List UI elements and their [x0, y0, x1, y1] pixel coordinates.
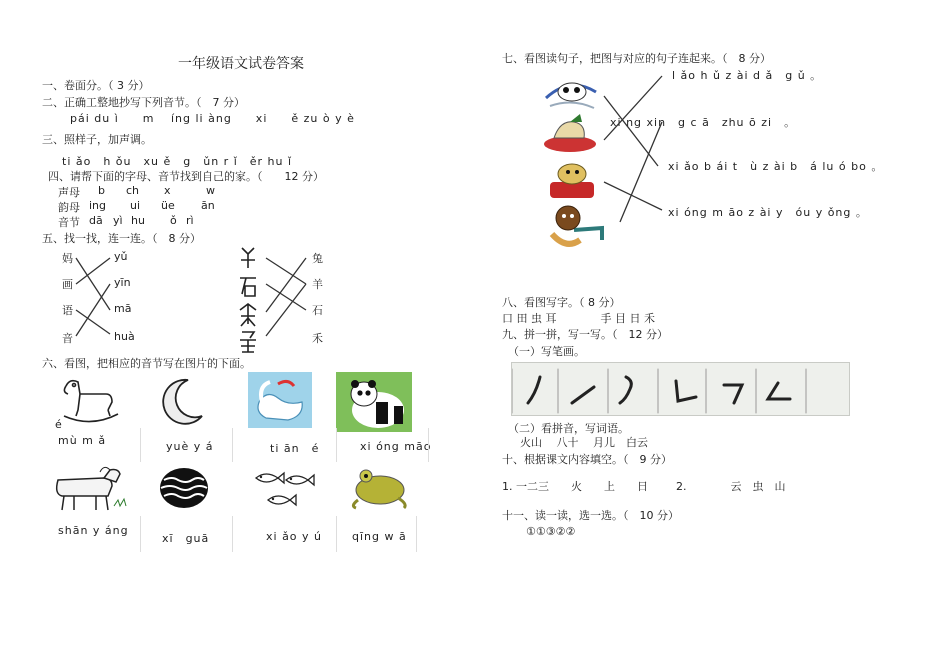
q5-pinyin: huà [114, 330, 135, 343]
q4-item: b [98, 184, 105, 197]
q7-sentence: xi ǎo b ái t ù z ài b á lu ó bo 。 [668, 160, 884, 173]
q7-sentence: l ǎo h ǔ z ài d ǎ g ǔ 。 [672, 69, 823, 82]
cell-divider [336, 516, 337, 552]
q6-pinyin: ti ān é [270, 442, 320, 455]
frog-icon [346, 462, 412, 510]
q5-pinyin: mā [114, 302, 132, 315]
q7-sentence: xi ng xin g c ā zhu ō zi 。 [610, 116, 797, 129]
q6-pinyin: xī guā [162, 532, 210, 545]
question-3-answer: ti ǎo h ǒu xu ě g ǔn r ǐ ěr hu ǐ [62, 155, 293, 168]
question-8-answer: 口 田 虫 耳 手 目 日 禾 [502, 312, 655, 325]
ancient-glyphs-icon [236, 246, 260, 354]
q4-row-label: 音节 [58, 216, 80, 229]
question-5: 五、找一找，连一连。（ 8 分） [42, 232, 201, 245]
q4-item: ǒ [170, 214, 177, 227]
q4-item: ān [201, 199, 215, 212]
brush-strokes-icon [512, 363, 849, 415]
chick-icon [540, 110, 600, 154]
q4-item: üe [161, 199, 175, 212]
cell-divider [336, 428, 337, 462]
cell-divider [140, 428, 141, 462]
q6-extra-mark: é [55, 418, 62, 431]
q4-item: w [206, 184, 215, 197]
cell-divider [232, 516, 233, 552]
question-4: 四、请帮下面的字母、音节找到自己的家。（ 12 分） [48, 170, 324, 183]
question-2-answer: pái du ì m íng li àng xi ě zu ò y è [70, 112, 355, 125]
tiger-drum-icon [542, 68, 600, 114]
q6-pinyin: xi ǎo y ú [266, 530, 323, 543]
cell-divider [416, 516, 417, 552]
moon-icon [158, 376, 208, 426]
question-9-sub1: （一）写笔画。 [508, 345, 585, 358]
cell-divider [428, 428, 429, 462]
q4-item: x [164, 184, 171, 197]
question-2: 二、正确工整地抄写下列音节。（ 7 分） [42, 96, 245, 109]
question-1: 一、卷面分。（ 3 分） [42, 79, 150, 92]
q4-item: hu [131, 214, 145, 227]
question-10-answer-2: 2. 云 虫 山 [676, 480, 786, 493]
q4-item: rì [186, 214, 194, 227]
question-11: 十一、读一读，选一选。（ 10 分） [502, 509, 679, 522]
q5-pinyin: yīn [114, 276, 131, 289]
cell-divider [140, 516, 141, 552]
question-3: 三、照样子，加声调。 [42, 133, 152, 146]
bear-swim-icon [544, 200, 606, 252]
q4-item: yì [113, 214, 123, 227]
q6-pinyin: yuè y á [166, 440, 214, 453]
q5-pinyin: yǔ [114, 250, 128, 263]
cell-divider [232, 428, 233, 462]
q4-item: dā [89, 214, 103, 227]
q7-sentence: xi óng m āo z ài y óu y ǒng 。 [668, 206, 868, 219]
question-9: 九、拼一拼，写一写。（ 12 分） [502, 328, 668, 341]
panda-icon [336, 372, 412, 432]
q5-char: 画 [62, 278, 73, 291]
rabbit-icon [544, 154, 600, 200]
question-11-answer: ①①③②② [526, 525, 576, 538]
q5-char: 语 [62, 304, 73, 317]
q6-pinyin: mù m ǎ [58, 434, 107, 447]
q5-char: 音 [62, 332, 73, 345]
page-title: 一年级语文试卷答案 [178, 56, 304, 72]
goat-icon [48, 466, 130, 516]
q6-pinyin: qīng w ā [352, 530, 407, 543]
q6-pinyin: xi óng māo [360, 440, 432, 453]
question-10: 十、根据课文内容填空。（ 9 分） [502, 453, 672, 466]
q5-right-char: 石 [312, 304, 323, 317]
question-10-answer-1: 1. 一二三 火 上 日 [502, 480, 648, 493]
fish-icon [250, 468, 318, 514]
q5-right-char: 兔 [312, 252, 323, 265]
q5-char: 妈 [62, 252, 73, 265]
swan-icon [248, 372, 312, 428]
rocking-horse-icon [56, 374, 126, 426]
question-9-sub2: （二）看拼音，写词语。 [508, 422, 629, 435]
q5-right-char: 羊 [312, 278, 323, 291]
q4-item: ing [89, 199, 107, 212]
watermelon-icon [158, 466, 210, 510]
q4-item: ui [130, 199, 141, 212]
question-9-answer: 火山 八十 月儿 白云 [520, 436, 648, 449]
question-8: 八、看图写字。（ 8 分） [502, 296, 621, 309]
question-7: 七、看图读句子，把图与对应的句子连起来。（ 8 分） [502, 52, 771, 65]
q6-pinyin: shān y áng [58, 524, 129, 537]
stroke-practice-image [511, 362, 850, 416]
q4-row-label: 韵母 [58, 201, 80, 214]
question-6: 六、看图，把相应的音节写在图片的下面。 [42, 357, 251, 370]
q4-item: ch [126, 184, 140, 197]
q4-row-label: 声母 [58, 186, 80, 199]
q5-right-char: 禾 [312, 332, 323, 345]
